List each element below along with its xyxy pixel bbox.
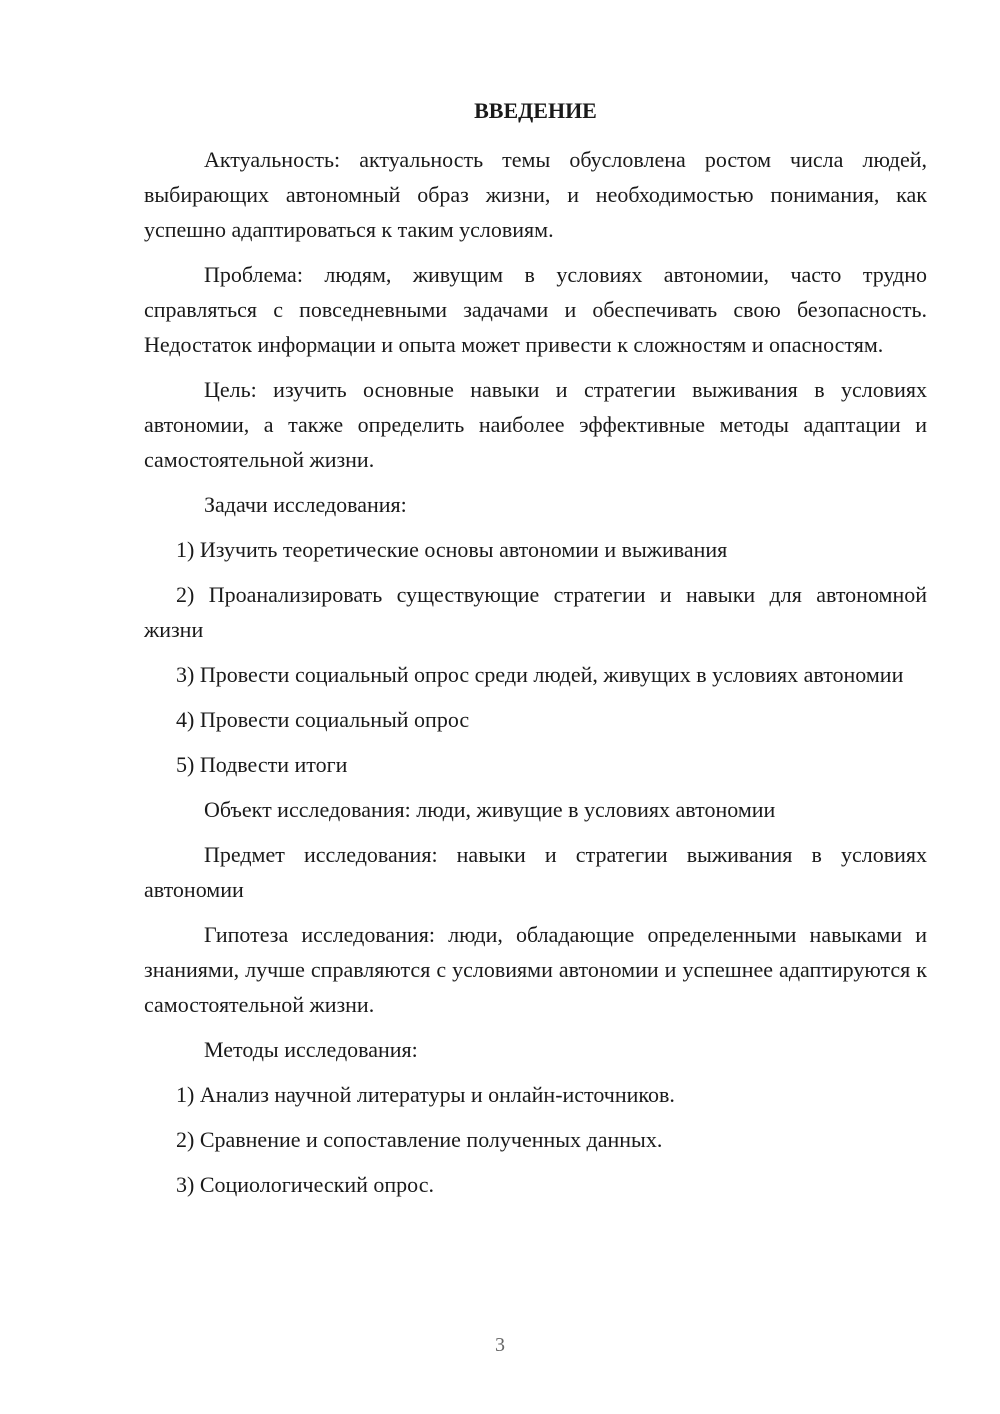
- method-item: 2) Сравнение и сопоставление полученных данных.: [176, 1127, 663, 1152]
- methods-heading: Методы исследования:: [204, 1037, 418, 1062]
- task-item: 4) Провести социальный опрос: [176, 707, 470, 732]
- paragraph-relevance: Актуальность: актуальность темы обусловлена ростом числа людей, выбирающих автономный образ жизни, и необходимостью понимания, как успешно адаптироваться к таким условиям.: [144, 147, 927, 242]
- task-item: 2) Проанализировать существующие стратегии и навыки для автономной жизни: [144, 582, 927, 642]
- paragraph-problem: Проблема: людям, живущим в условиях автономии, часто трудно справляться с повседневными задачами и обеспечивать свою безопасность. Недостаток информации и опыта может привести к сложностям и опасностям.: [144, 262, 927, 357]
- tasks-heading: Задачи исследования:: [204, 492, 407, 517]
- page-number: 3: [495, 1334, 505, 1356]
- section-heading: ВВЕДЕНИЕ: [474, 98, 597, 123]
- page-content: [144, 94, 927, 1212]
- task-item: 1) Изучить теоретические основы автономии и выживания: [176, 537, 728, 562]
- paragraph-hypothesis: Гипотеза исследования: люди, обладающие определенными навыками и знаниями, лучше справляются с условиями автономии и успешнее адаптируются к самостоятельной жизни.: [144, 922, 927, 1017]
- paragraph-subject: Предмет исследования: навыки и стратегии выживания в условиях автономии: [144, 842, 927, 902]
- method-item: 3) Социологический опрос.: [176, 1172, 434, 1197]
- task-item: 5) Подвести итоги: [176, 752, 348, 777]
- task-item: 3) Провести социальный опрос среди людей, живущих в условиях автономии: [176, 662, 904, 687]
- method-item: 1) Анализ научной литературы и онлайн-источников.: [176, 1082, 675, 1107]
- paragraph-object: Объект исследования: люди, живущие в условиях автономии: [204, 797, 776, 822]
- paragraph-goal: Цель: изучить основные навыки и стратегии выживания в условиях автономии, а также определить наиболее эффективные методы адаптации и самостоятельной жизни.: [144, 377, 927, 472]
